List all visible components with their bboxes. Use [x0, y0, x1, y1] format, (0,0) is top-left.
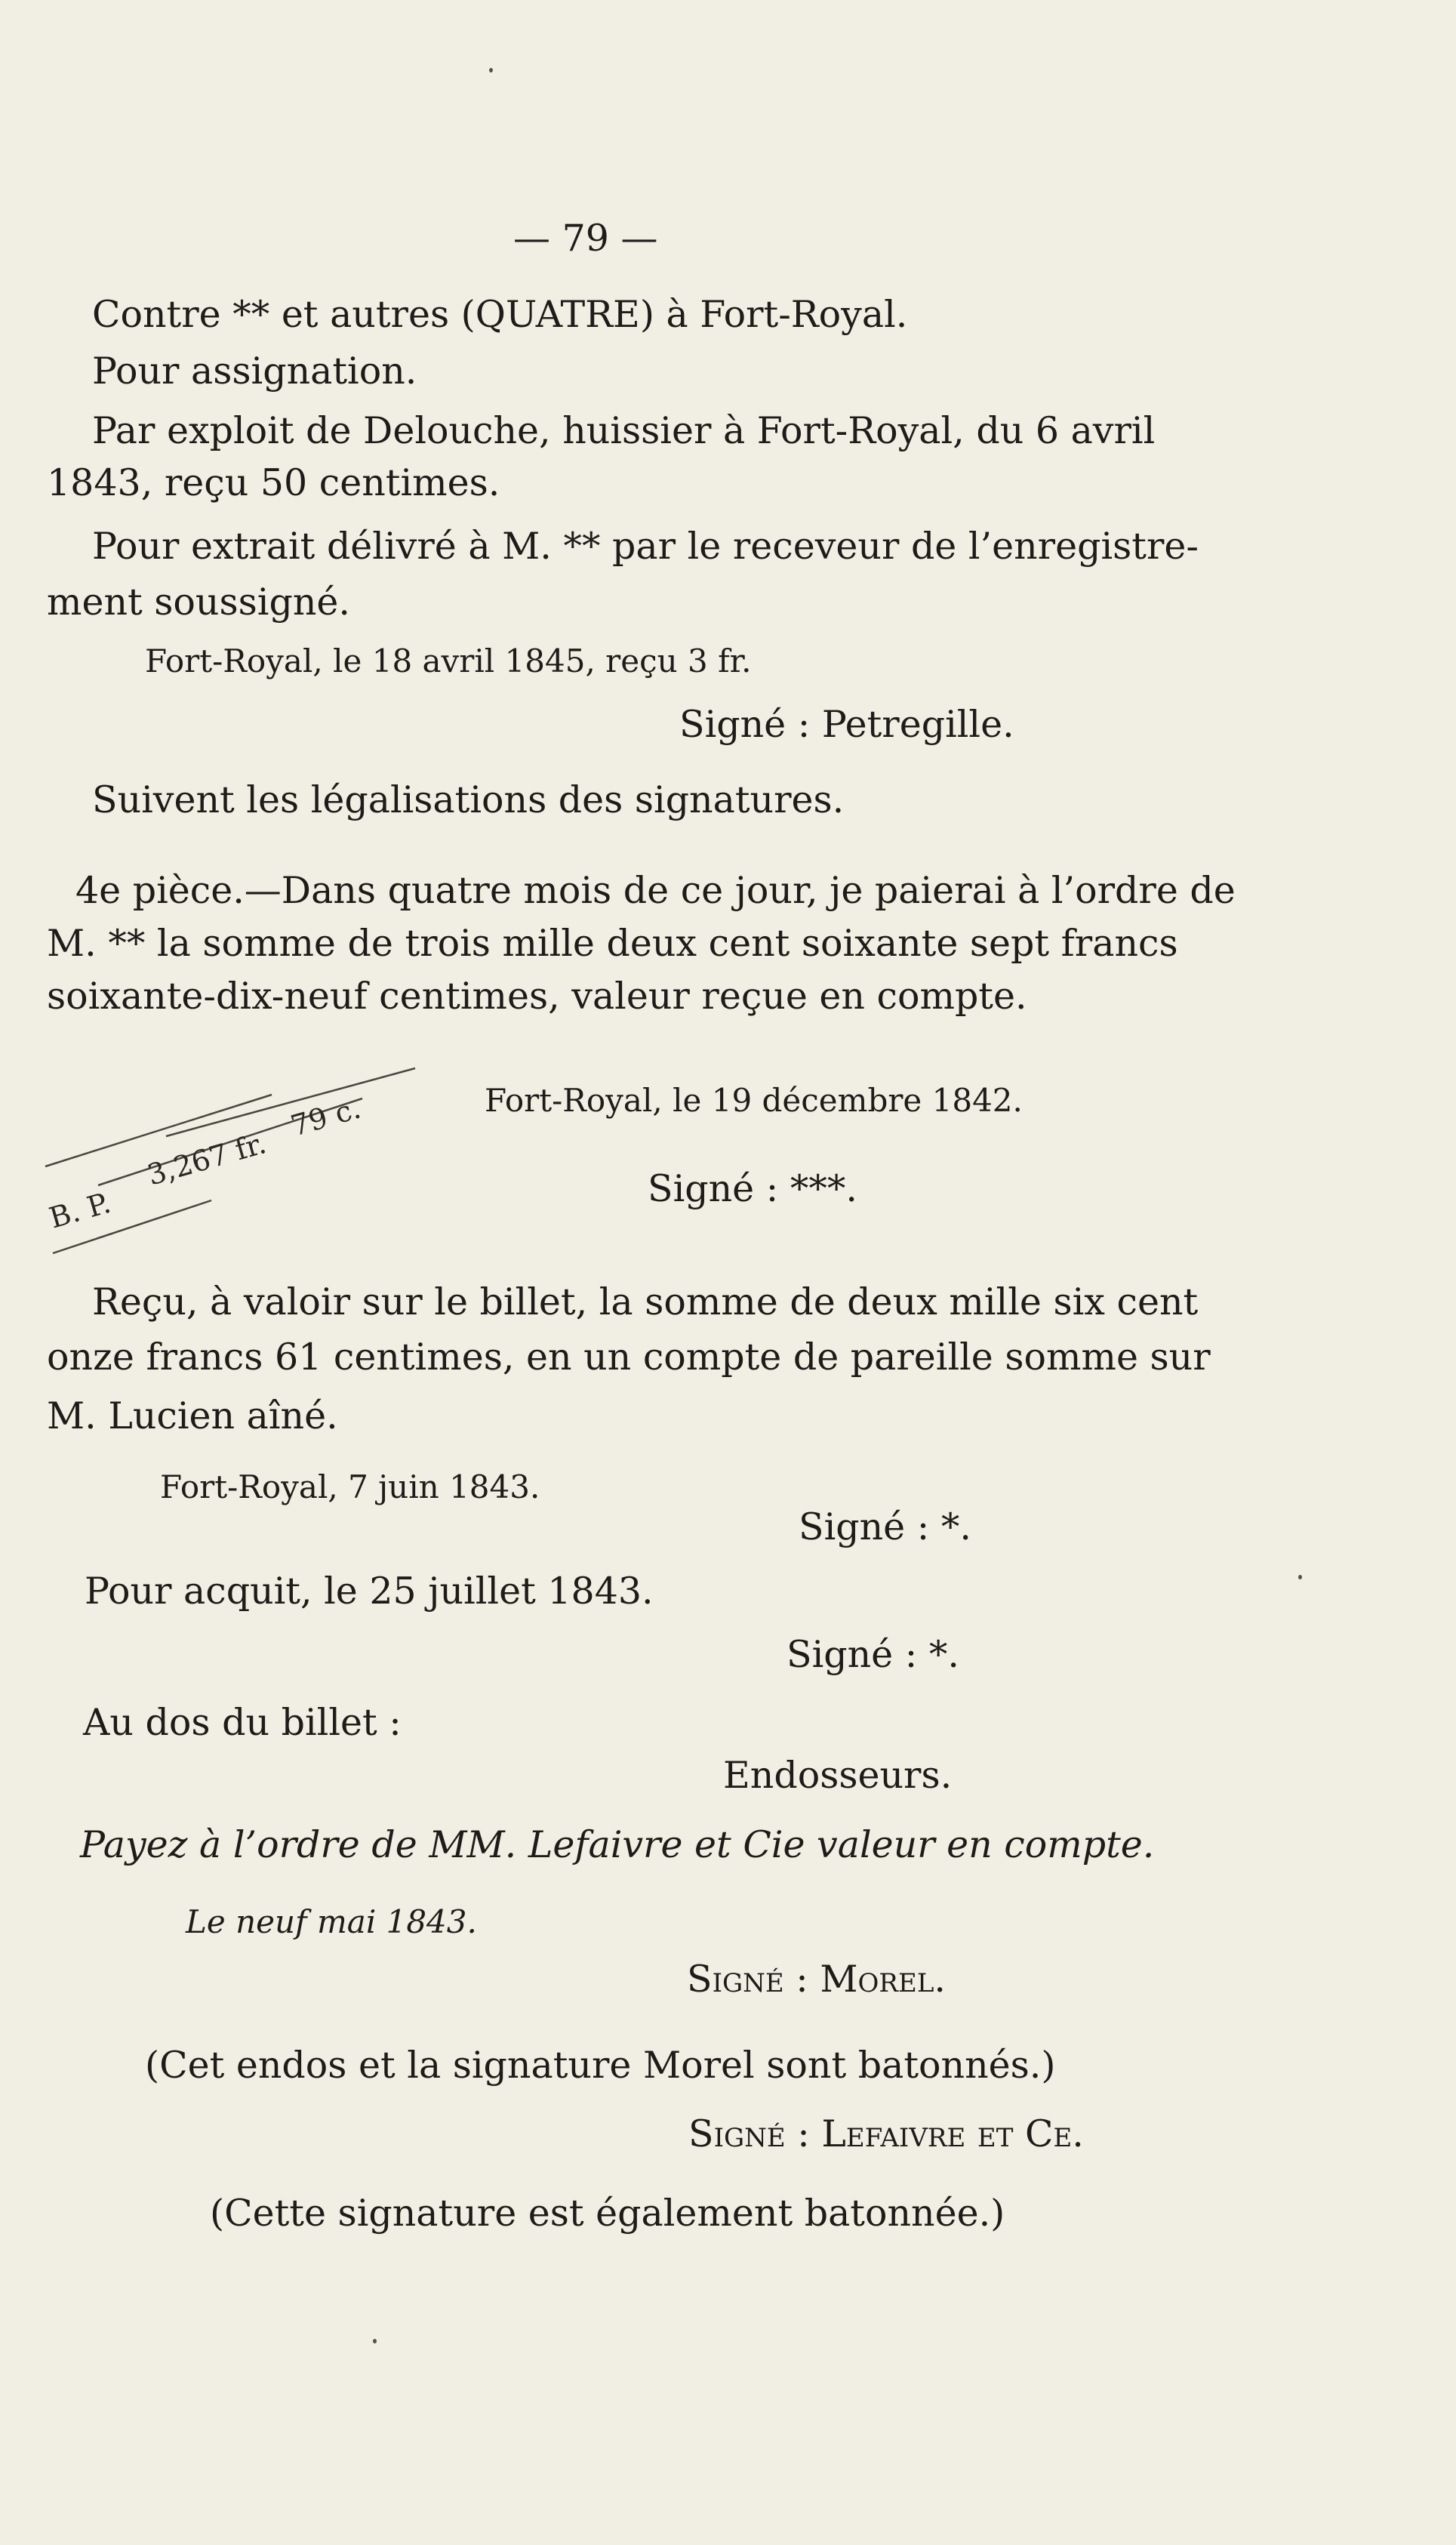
signature-line: Signé : *. [786, 1633, 959, 1676]
signature-line: Signé : Morel. [687, 1958, 947, 2001]
text-line: (Cet endos et la signature Morel sont batonnés.) [145, 2044, 1056, 2087]
text-line: Fort-Royal, 7 juin 1843. [160, 1468, 540, 1505]
stamp-line-2: 3,267 fr. [143, 1126, 270, 1192]
page-number: — 79 — [513, 217, 658, 260]
text-line: M. Lucien aîné. [47, 1394, 338, 1437]
text-line: Suivent les légalisations des signatures. [92, 778, 845, 821]
text-line: Fort-Royal, le 19 décembre 1842. [485, 1082, 1023, 1119]
text-line: 4e pièce.—Dans quatre mois de ce jour, je paierai à l’ordre de [75, 869, 1236, 912]
stamp-line-1: B. P. [45, 1185, 115, 1235]
stamp-drawing [38, 1053, 430, 1272]
text-line: Par exploit de Delouche, huissier à Fort-Royal, du 6 avril [92, 409, 1156, 452]
signature-line: Signé : ***. [648, 1167, 857, 1210]
text-line: onze francs 61 centimes, en un compte de pareille somme sur [47, 1336, 1211, 1379]
text-line: Pour assignation. [92, 350, 417, 393]
text-line: Fort-Royal, le 18 avril 1845, reçu 3 fr. [145, 642, 752, 679]
text-line-italic: Le neuf mai 1843. [186, 1903, 477, 1940]
text-line: ment soussigné. [47, 581, 350, 624]
fiscal-stamp [38, 1053, 430, 1272]
text-line: Pour extrait délivré à M. ** par le receveur de l’enregistre- [92, 525, 1199, 568]
text-line: 1843, reçu 50 centimes. [47, 461, 500, 504]
signature-line: Signé : *. [799, 1505, 971, 1548]
text-line: soixante-dix-neuf centimes, valeur reçue en compte. [47, 975, 1027, 1018]
stamp-line-3: 79 c. [287, 1091, 365, 1143]
text-line: M. ** la somme de trois mille deux cent soixante sept francs [47, 922, 1178, 965]
text-line: Au dos du billet : [83, 1701, 402, 1744]
text-line: Reçu, à valoir sur le billet, la somme de deux mille six cent [92, 1280, 1199, 1323]
stamp-rule [166, 1068, 415, 1136]
text-line-italic: Payez à l’ordre de MM. Lefaivre et Cie valeur en compte. [80, 1823, 1155, 1866]
text-line: Endosseurs. [723, 1754, 953, 1797]
text-line: Pour acquit, le 25 juillet 1843. [85, 1570, 654, 1613]
text-line: Contre ** et autres (QUATRE) à Fort-Royal. [92, 293, 908, 336]
signature-line: Signé : Lefaivre et Ce. [688, 2112, 1084, 2155]
text-line: (Cette signature est également batonnée.) [210, 2192, 1005, 2235]
signature-line: Signé : Petregille. [679, 703, 1014, 746]
